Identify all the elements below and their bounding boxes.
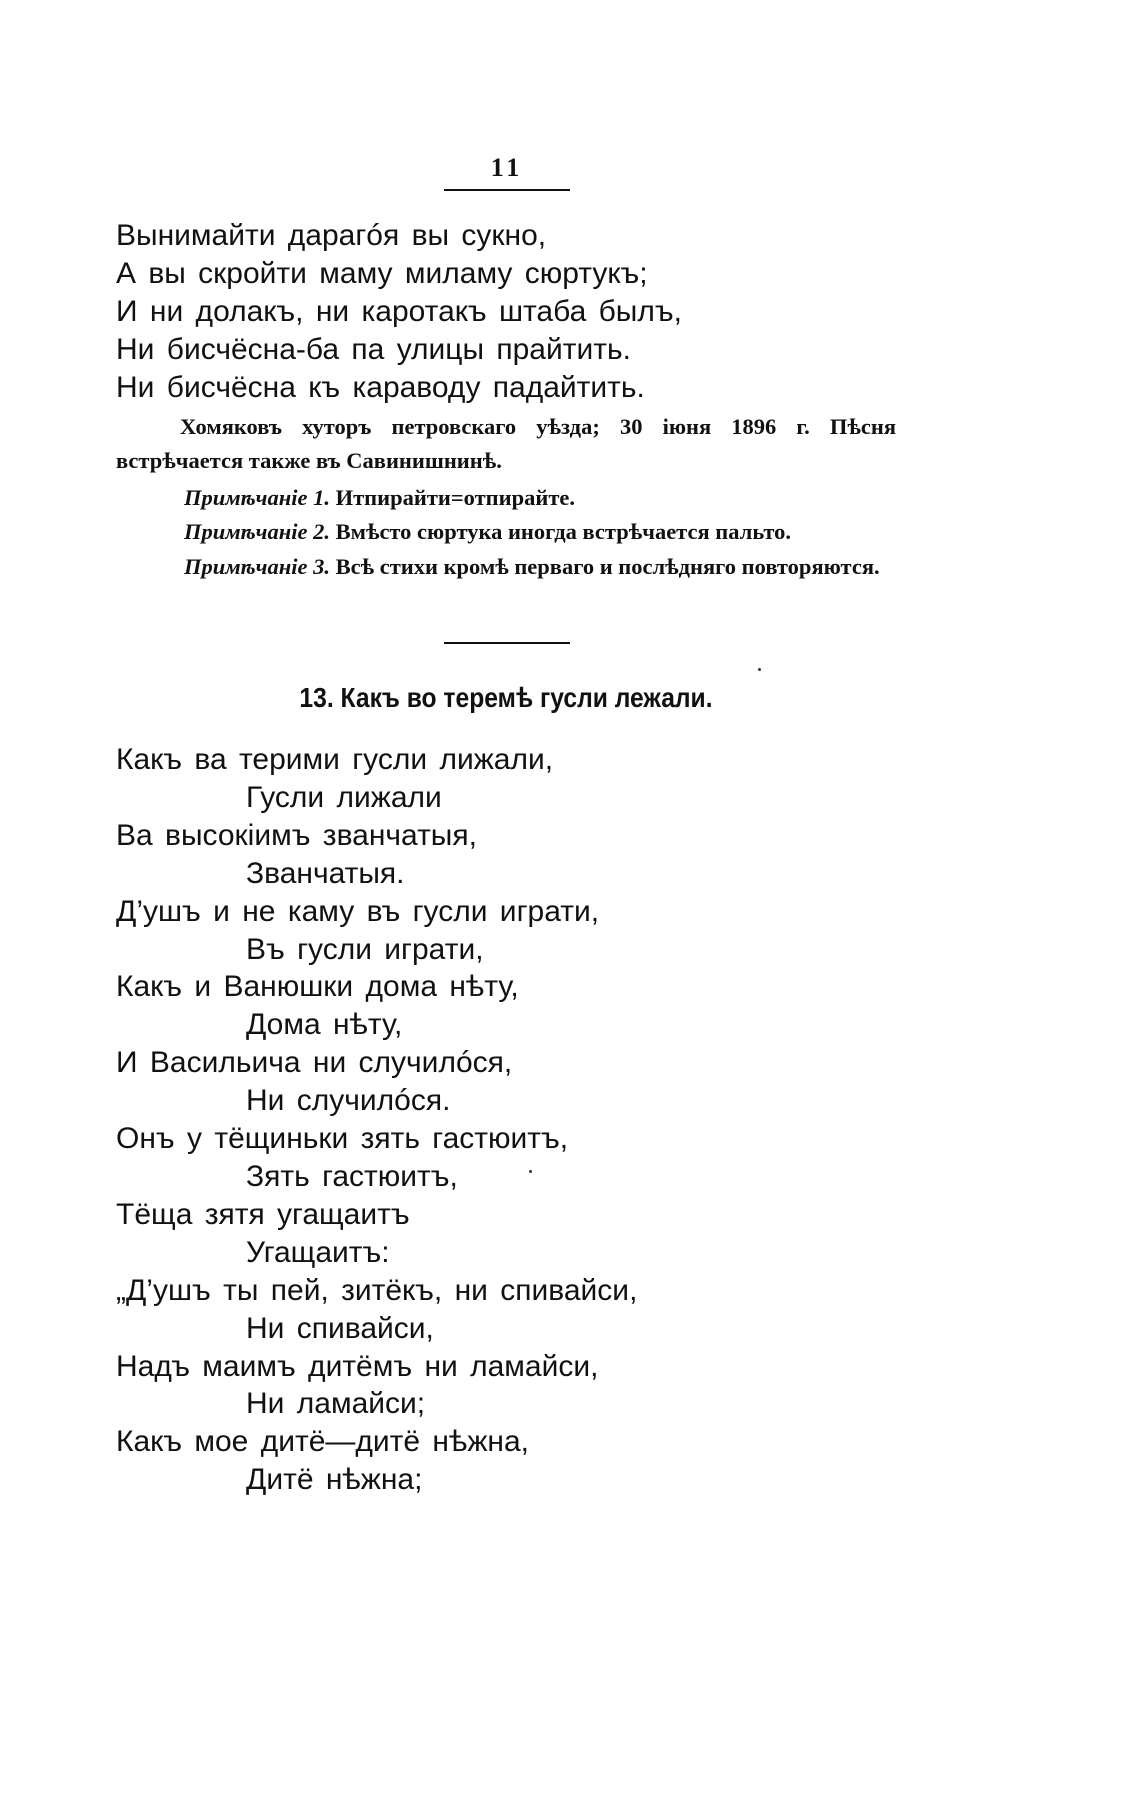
verse-line: Ни бисчёсна-ба па улицы прайтить. [116, 333, 631, 366]
footnote-label: Примѣчанiе 3. [184, 554, 330, 579]
verse-line: И Васильича ни случилóся, [116, 1046, 513, 1080]
verse-line: Какъ и Ванюшки дома нѣту, [116, 970, 519, 1004]
verse-line: А вы скройти маму миламу сюртукъ; [116, 257, 648, 290]
footnote-text: Вмѣсто сюртука иногда встрѣчается пальто. [335, 519, 791, 544]
verse-refrain: Ни ламайси; [246, 1387, 426, 1421]
verse-refrain: Званчатыя. [246, 856, 405, 890]
footnote-1 [116, 481, 896, 515]
footnote-label: Примѣчанiе 2. [184, 519, 330, 544]
verse-stanza-top [116, 217, 682, 407]
page-number: 11 [490, 153, 524, 182]
verse-line: Надъ маимъ дитёмъ ни ламайси, [116, 1349, 599, 1383]
verse-refrain: Зять гастюитъ, [246, 1159, 458, 1193]
verse-line: Вынимайти дарагóя вы сукно, [116, 219, 547, 252]
verse-line: „Д’ушъ ты пей, зитёкъ, ни спивайси, [116, 1273, 638, 1307]
verse-refrain: Ни случилóся. [246, 1084, 451, 1118]
verse-line: Ни бисчёсна къ караводу падайтить. [116, 371, 645, 404]
source-note: Хомяковъ хуторъ петровскаго уѣзда; 30 iюня 1896 г. Пѣсня встрѣчается также въ Савинишнинѣ. [116, 414, 896, 473]
section-divider [444, 642, 570, 644]
verse-line: Какъ мое дитё—дитё нѣжна, [116, 1425, 530, 1459]
footnote-label: Примѣчанiе 1. [184, 485, 330, 510]
verse-refrain: Гусли лижали [246, 780, 442, 814]
footnote-3 [116, 550, 896, 584]
print-speck [758, 668, 761, 671]
footnote-text: Всѣ стихи кромѣ перваго и послѣдняго повторяются. [335, 554, 880, 579]
verse-song [116, 741, 637, 1499]
header-rule [444, 189, 570, 191]
verse-refrain: Дома нѣту, [246, 1008, 403, 1042]
verse-line: И ни долакъ, ни каротакъ штаба былъ, [116, 295, 682, 328]
footnote-2 [116, 515, 896, 549]
verse-refrain: Угащаитъ: [246, 1235, 390, 1269]
verse-line: Ва высокiимъ званчатыя, [116, 818, 477, 852]
verse-refrain: Дитё нѣжна; [246, 1463, 423, 1497]
verse-refrain: Ни спивайси, [246, 1311, 434, 1345]
verse-refrain: Въ гусли играти, [246, 932, 484, 966]
footnote-text: Итпирайти=отпирайте. [335, 485, 575, 510]
verse-line: Д’ушъ и не каму въ гусли играти, [116, 894, 600, 928]
song-title: 13. Какъ во теремѣ гусли лежали. [299, 682, 713, 713]
print-speck [529, 1170, 532, 1173]
verse-line: Какъ ва терими гусли лижали, [116, 743, 554, 776]
verse-line: Онъ у тёщиньки зять гастюитъ, [116, 1122, 569, 1156]
verse-line: Тёща зятя угащаитъ [116, 1197, 410, 1231]
